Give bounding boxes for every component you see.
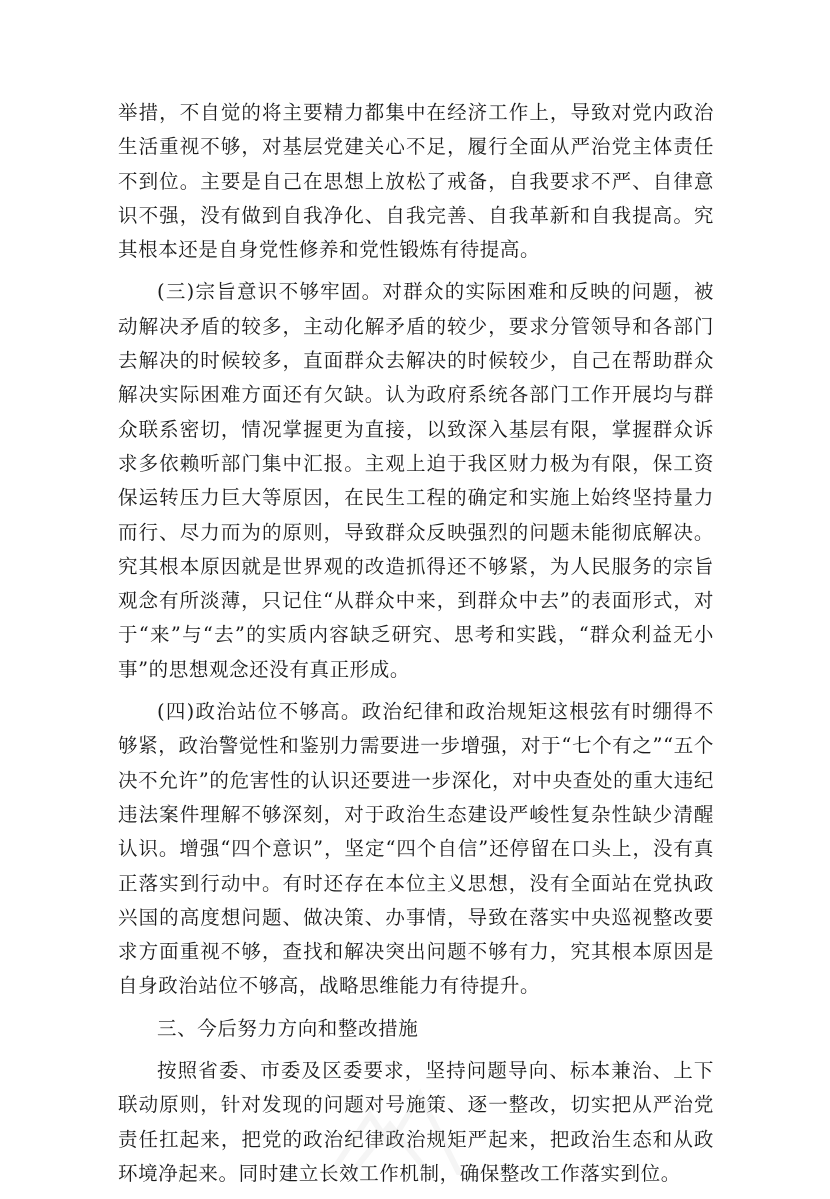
paragraph-rectification-measures: 按照省委、市委及区委要求，坚持问题导向、标本兼治、上下联动原则，针对发现的问题对号施策、逐一整改，切实把从严治党责任扛起来，把党的政治纪律政治规矩严起来，把政治生态和从政环境净起来。同时建立长效工作机制，确保整改工作落实到位。 <box>118 1059 714 1185</box>
paragraph-purpose-awareness: (三)宗旨意识不够牢固。对群众的实际困难和反映的问题，被动解决矛盾的较多，主动化解矛盾的较少，要求分管领导和各部门去解决的时候较多，直面群众去解决的时候较少，自己在帮助群众解决实际困难方面还有欠缺。认为政府系统各部门工作开展均与群众联系密切，情况掌握更为直接，以致深入基层有限，掌握群众诉求多依赖听部门集中汇报。主观上迫于我区财力极为有限，保工资保运转压力巨大等原因，在民生工程的确定和实施上始终坚持量力而行、尽力而为的原则，导致群众反映强烈的问题未能彻底解决。究其根本原因就是世界观的改造抓得还不够紧，为人民服务的宗旨观念有所淡薄，只记住“从群众中来，到群众中去”的表面形式，对于“来”与“去”的实质内容缺乏研究、思考和实践，“群众利益无小事”的思想观念还没有真正形成。 <box>118 280 714 681</box>
paragraph-continued: 举措，不自觉的将主要精力都集中在经济工作上，导致对党内政治生活重视不够，对基层党建关心不足，履行全面从严治党主体责任不到位。主要是自己在思想上放松了戒备，自我要求不严、自律意识不强，没有做到自我净化、自我完善、自我革新和自我提高。究其根本还是自身党性修养和党性锻炼有待提高。 <box>118 101 714 262</box>
paragraph-political-stance: (四)政治站位不够高。政治纪律和政治规矩这根弦有时绷得不够紧，政治警觉性和鉴别力需要进一步增强，对于“七个有之”“五个决不允许”的危害性的认识还要进一步深化，对中央查处的重大违纪违法案件理解不够深刻，对于政治生态建设严峻性复杂性缺少清醒认识。增强“四个意识”，坚定“四个自信”还停留在口头上，没有真正落实到行动中。有时还存在本位主义思想，没有全面站在党执政兴国的高度想问题、做决策、办事情，导致在落实中央巡视整改要求方面重视不够，查找和解决突出问题不够有力，究其根本原因是自身政治站位不够高，战略思维能力有待提升。 <box>118 700 714 998</box>
document-body <box>118 96 714 1199</box>
section-heading: 三、今后努力方向和整改措施 <box>157 1016 419 1040</box>
